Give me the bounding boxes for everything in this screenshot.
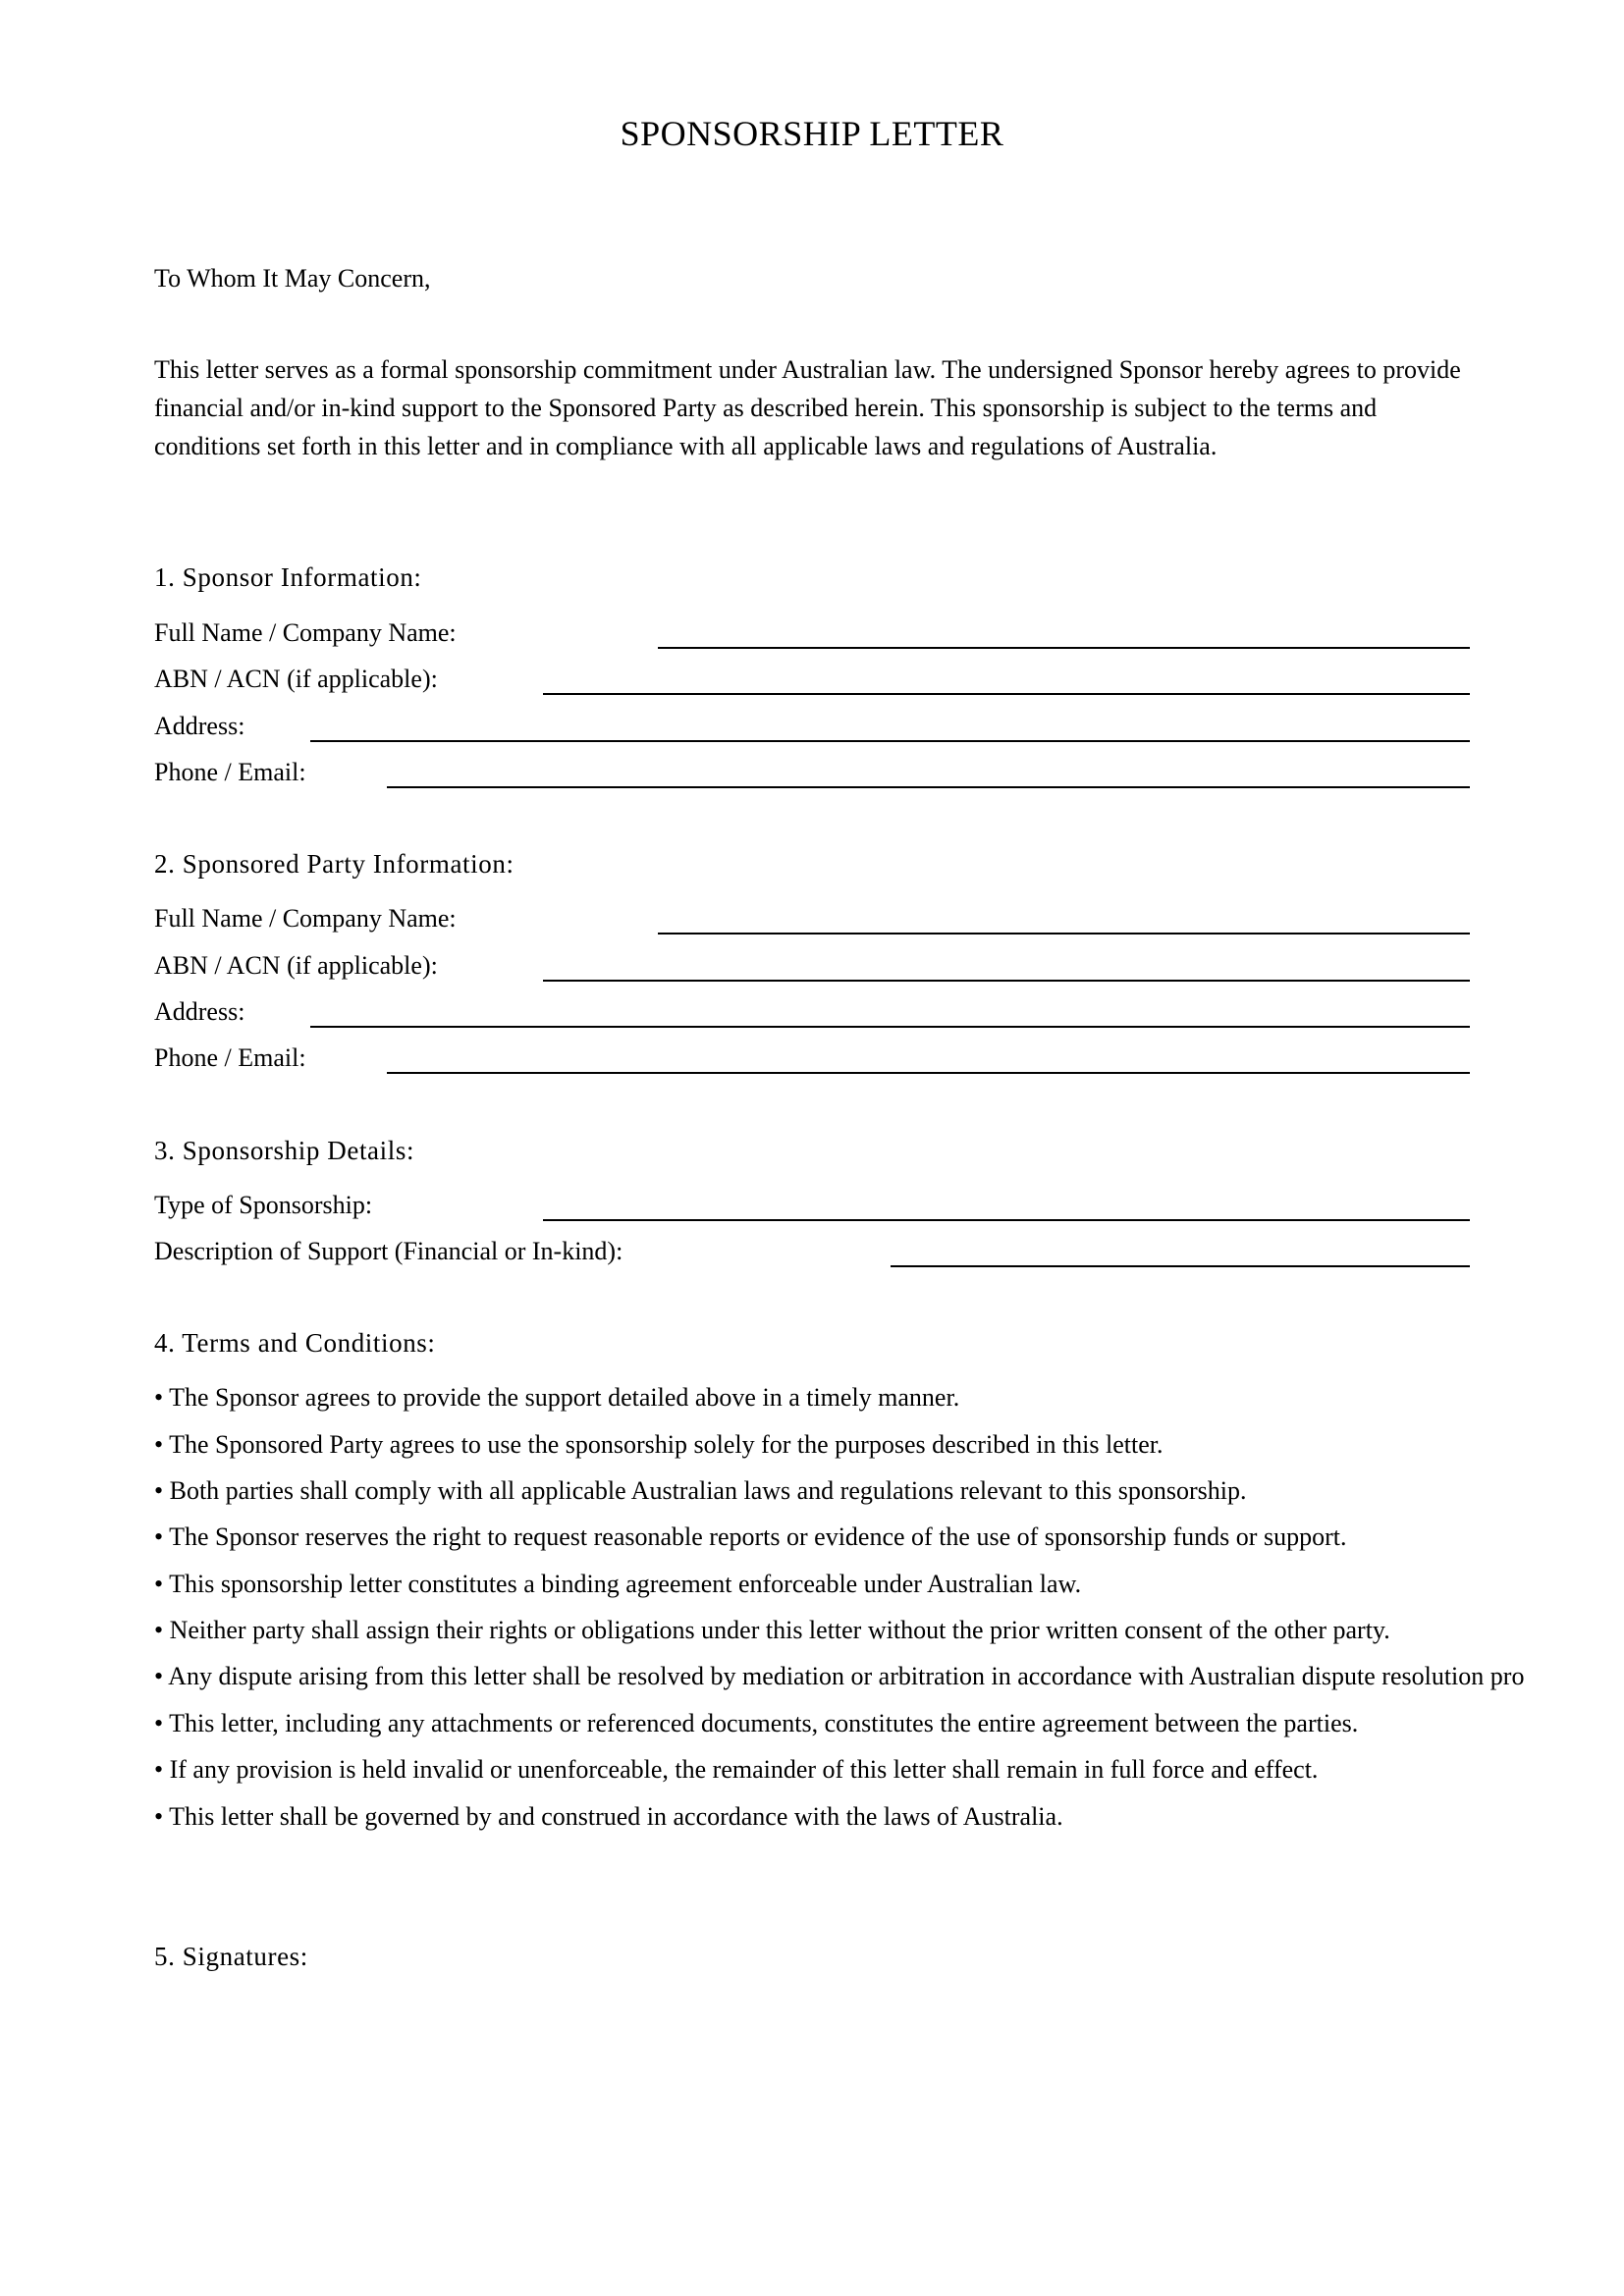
terms-item: • This sponsorship letter constitutes a binding agreement enforceable under Australian law. (154, 1570, 1082, 1598)
section-heading-details: 3. Sponsorship Details: (154, 1136, 415, 1165)
terms-item: • If any provision is held invalid or unenforceable, the remainder of this letter shall remain in full force and effect. (154, 1755, 1319, 1784)
sponsor-name-line[interactable] (658, 647, 1470, 649)
section-heading-sponsor: 1. Sponsor Information: (154, 562, 422, 592)
sponsor-contact-label: Phone / Email: (154, 758, 306, 786)
sponsor-address-line[interactable] (310, 740, 1470, 742)
sponsor-abn-label: ABN / ACN (if applicable): (154, 665, 438, 693)
sponsored-name-label: Full Name / Company Name: (154, 904, 457, 933)
section-heading-signatures: 5. Signatures: (154, 1942, 308, 1971)
salutation: To Whom It May Concern, (154, 264, 431, 293)
support-description-line[interactable] (891, 1265, 1470, 1267)
intro-paragraph: This letter serves as a formal sponsorship commitment under Australian law. The undersigned Sponsor hereby agrees to provide financial and/or in-kind support to the Sponsored Party as described herein. This sponsorship is subject to the terms and conditions set forth in this letter and in compliance with all applicable laws and regulations of Australia. (154, 355, 1461, 460)
sponsor-name-label: Full Name / Company Name: (154, 618, 457, 647)
document-title: SPONSORSHIP LETTER (620, 114, 1004, 153)
sponsor-contact-line[interactable] (387, 786, 1470, 788)
sponsored-contact-label: Phone / Email: (154, 1043, 306, 1072)
terms-item: • Both parties shall comply with all applicable Australian laws and regulations relevant to this sponsorship. (154, 1476, 1247, 1505)
sponsored-abn-line[interactable] (543, 980, 1470, 982)
terms-item: • The Sponsor reserves the right to request reasonable reports or evidence of the use of sponsorship funds or support. (154, 1522, 1347, 1551)
sponsored-address-label: Address: (154, 997, 245, 1026)
sponsorship-type-line[interactable] (543, 1219, 1470, 1221)
sponsored-abn-label: ABN / ACN (if applicable): (154, 951, 438, 980)
sponsored-name-line[interactable] (658, 933, 1470, 934)
sponsored-address-line[interactable] (310, 1026, 1470, 1028)
terms-item: • The Sponsored Party agrees to use the sponsorship solely for the purposes described in this letter. (154, 1430, 1164, 1459)
terms-item: • This letter shall be governed by and construed in accordance with the laws of Australia. (154, 1802, 1063, 1831)
terms-item: • Any dispute arising from this letter shall be resolved by mediation or arbitration in accordance with Australian dispute resolution pro (154, 1662, 1525, 1690)
sponsor-address-label: Address: (154, 712, 245, 740)
terms-item: • Neither party shall assign their rights or obligations under this letter without the prior written consent of the other party. (154, 1616, 1390, 1644)
support-description-label: Description of Support (Financial or In-kind): (154, 1237, 623, 1265)
terms-item: • The Sponsor agrees to provide the support detailed above in a timely manner. (154, 1383, 960, 1412)
sponsorship-type-label: Type of Sponsorship: (154, 1191, 373, 1219)
section-heading-sponsored-party: 2. Sponsored Party Information: (154, 849, 514, 879)
terms-item: • This letter, including any attachments or referenced documents, constitutes the entire agreement between the parties. (154, 1709, 1359, 1737)
section-heading-terms: 4. Terms and Conditions: (154, 1328, 436, 1358)
sponsor-abn-line[interactable] (543, 693, 1470, 695)
sponsored-contact-line[interactable] (387, 1072, 1470, 1074)
